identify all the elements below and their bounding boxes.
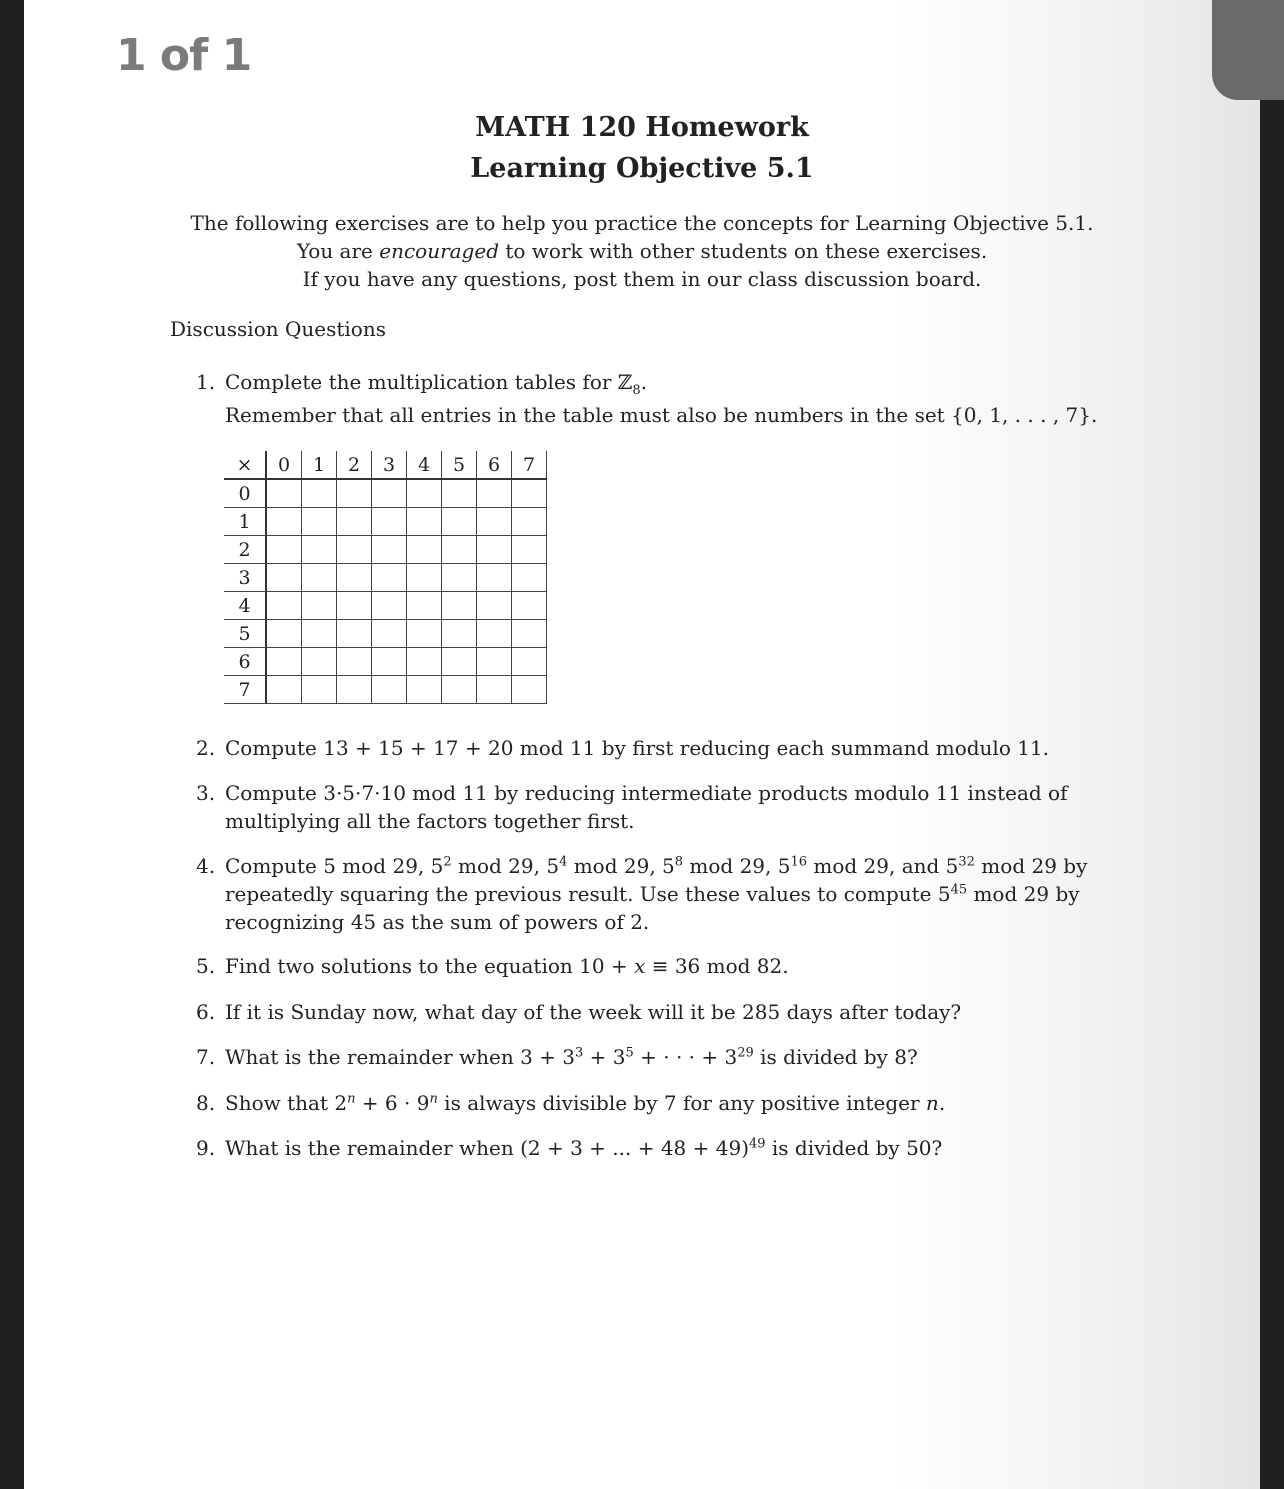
question-3: 3. Compute 3·5·7·10 mod 11 by reducing intermediate products modulo 11 instead of multiplying all the factors together first. <box>196 781 1068 833</box>
table-cell <box>302 648 337 676</box>
table-cell <box>512 620 547 648</box>
table-cell <box>442 508 477 536</box>
row-header: 6 <box>224 648 266 676</box>
table-cell <box>302 536 337 564</box>
table-cell <box>266 536 302 564</box>
table-row <box>224 479 547 508</box>
doc-title: MATH 120 Homework <box>475 112 809 143</box>
table-cell <box>337 536 372 564</box>
table-cell <box>512 564 547 592</box>
table-cell <box>302 620 337 648</box>
row-header: 4 <box>224 592 266 620</box>
table-cell <box>302 508 337 536</box>
table-cell <box>266 620 302 648</box>
table-cell <box>477 479 512 508</box>
table-row <box>224 676 547 704</box>
table-cell <box>512 676 547 704</box>
table-cell <box>442 479 477 508</box>
table-cell <box>407 564 442 592</box>
intro-line-2: You are encouraged to work with other students on these exercises. <box>296 239 988 263</box>
question-7: 7. What is the remainder when $3 + 3^3 + 3^5$ + · · · + $3^{29}$ is divided by 8? <box>196 1045 918 1069</box>
row-header: 1 <box>224 508 266 536</box>
question-2: 2. Compute 13 + 15 + 17 + 20 mod 11 by first reducing each summand modulo 11. <box>196 736 1050 760</box>
table-cell <box>337 648 372 676</box>
table-cell <box>302 479 337 508</box>
table-cell <box>442 564 477 592</box>
col-header: 0 <box>266 451 302 479</box>
row-header: 7 <box>224 676 266 704</box>
table-cell <box>477 592 512 620</box>
table-cell <box>512 648 547 676</box>
table-cell <box>372 564 407 592</box>
table-cell <box>337 620 372 648</box>
col-header: 7 <box>512 451 547 479</box>
table-row <box>224 564 547 592</box>
table-cell <box>337 479 372 508</box>
table-cell <box>407 536 442 564</box>
row-header: 2 <box>224 536 266 564</box>
table-cell <box>442 536 477 564</box>
table-cell <box>372 620 407 648</box>
scrollbar-thumb[interactable] <box>1212 0 1284 100</box>
table-cell <box>266 479 302 508</box>
table-cell <box>337 592 372 620</box>
table-cell <box>372 479 407 508</box>
table-row <box>224 536 547 564</box>
multiplication-table <box>224 451 547 704</box>
table-cell <box>407 592 442 620</box>
page-indicator: 1 of 1 <box>116 30 252 81</box>
table-cell <box>442 648 477 676</box>
table-cell <box>477 564 512 592</box>
col-header: 2 <box>337 451 372 479</box>
row-header: 5 <box>224 620 266 648</box>
table-cell <box>512 508 547 536</box>
table-cell <box>266 508 302 536</box>
table-header-row <box>224 451 547 479</box>
col-header: 4 <box>407 451 442 479</box>
table-cell <box>302 564 337 592</box>
col-header: 1 <box>302 451 337 479</box>
table-cell <box>372 592 407 620</box>
table-cell <box>407 620 442 648</box>
table-cell <box>266 592 302 620</box>
table-cell <box>266 564 302 592</box>
table-cell <box>477 648 512 676</box>
col-header: 3 <box>372 451 407 479</box>
table-cell <box>372 508 407 536</box>
question-1-note: Remember that all entries in the table must also be numbers in the set {0, 1, . . . , 7}. <box>225 403 1098 427</box>
doc-subtitle: Learning Objective 5.1 <box>470 153 814 184</box>
table-cell <box>477 676 512 704</box>
table-cell <box>407 479 442 508</box>
col-header: 5 <box>442 451 477 479</box>
table-cell <box>337 508 372 536</box>
table-row <box>224 648 547 676</box>
table-row <box>224 620 547 648</box>
col-header: 6 <box>477 451 512 479</box>
table-cell <box>337 676 372 704</box>
question-1: 1. Complete the multiplication tables for ℤ$_8$. <box>196 370 648 398</box>
table-cell <box>442 592 477 620</box>
table-cell <box>442 676 477 704</box>
table-cell <box>337 564 372 592</box>
question-8: 8. Show that $2^n + 6 \cdot 9^n$ is always divisible by 7 for any positive integer n. <box>196 1091 946 1115</box>
question-4: 4. Compute 5 mod 29, $5^2$ mod 29, $5^4$ mod 29, $5^8$ mod 29, $5^{16}$ mod 29, and $5^{32}$ mod 29 by repeatedly squaring the previous result. Use these values to compute $5^{45}$ mod 29 by recognizing 45 as the sum of powers of 2. <box>196 854 1088 934</box>
table-cell <box>372 536 407 564</box>
question-5: 5. Find two solutions to the equation 10 + x ≡ 36 mod 82. <box>196 954 789 978</box>
table-cell <box>372 676 407 704</box>
question-6: 6. If it is Sunday now, what day of the week will it be 285 days after today? <box>196 1000 962 1024</box>
table-cell <box>477 536 512 564</box>
table-cell <box>512 479 547 508</box>
intro-line-1: The following exercises are to help you practice the concepts for Learning Objective 5.1. <box>190 211 1094 235</box>
table-corner: × <box>224 451 266 479</box>
row-header: 0 <box>224 479 266 508</box>
section-heading: Discussion Questions <box>170 317 386 341</box>
table-cell <box>407 648 442 676</box>
row-header: 3 <box>224 564 266 592</box>
table-row <box>224 508 547 536</box>
table-cell <box>442 620 477 648</box>
intro-line-3: If you have any questions, post them in our class discussion board. <box>302 267 982 291</box>
table-cell <box>407 508 442 536</box>
table-cell <box>512 592 547 620</box>
table-row <box>224 592 547 620</box>
question-9: 9. What is the remainder when (2 + 3 + ... + 48 + 49)$^{49}$ is divided by 50? <box>196 1136 943 1160</box>
table-cell <box>477 508 512 536</box>
table-cell <box>372 648 407 676</box>
table-cell <box>302 592 337 620</box>
table-cell <box>266 676 302 704</box>
table-cell <box>266 648 302 676</box>
table-cell <box>407 676 442 704</box>
table-cell <box>302 676 337 704</box>
table-cell <box>512 536 547 564</box>
table-cell <box>477 620 512 648</box>
